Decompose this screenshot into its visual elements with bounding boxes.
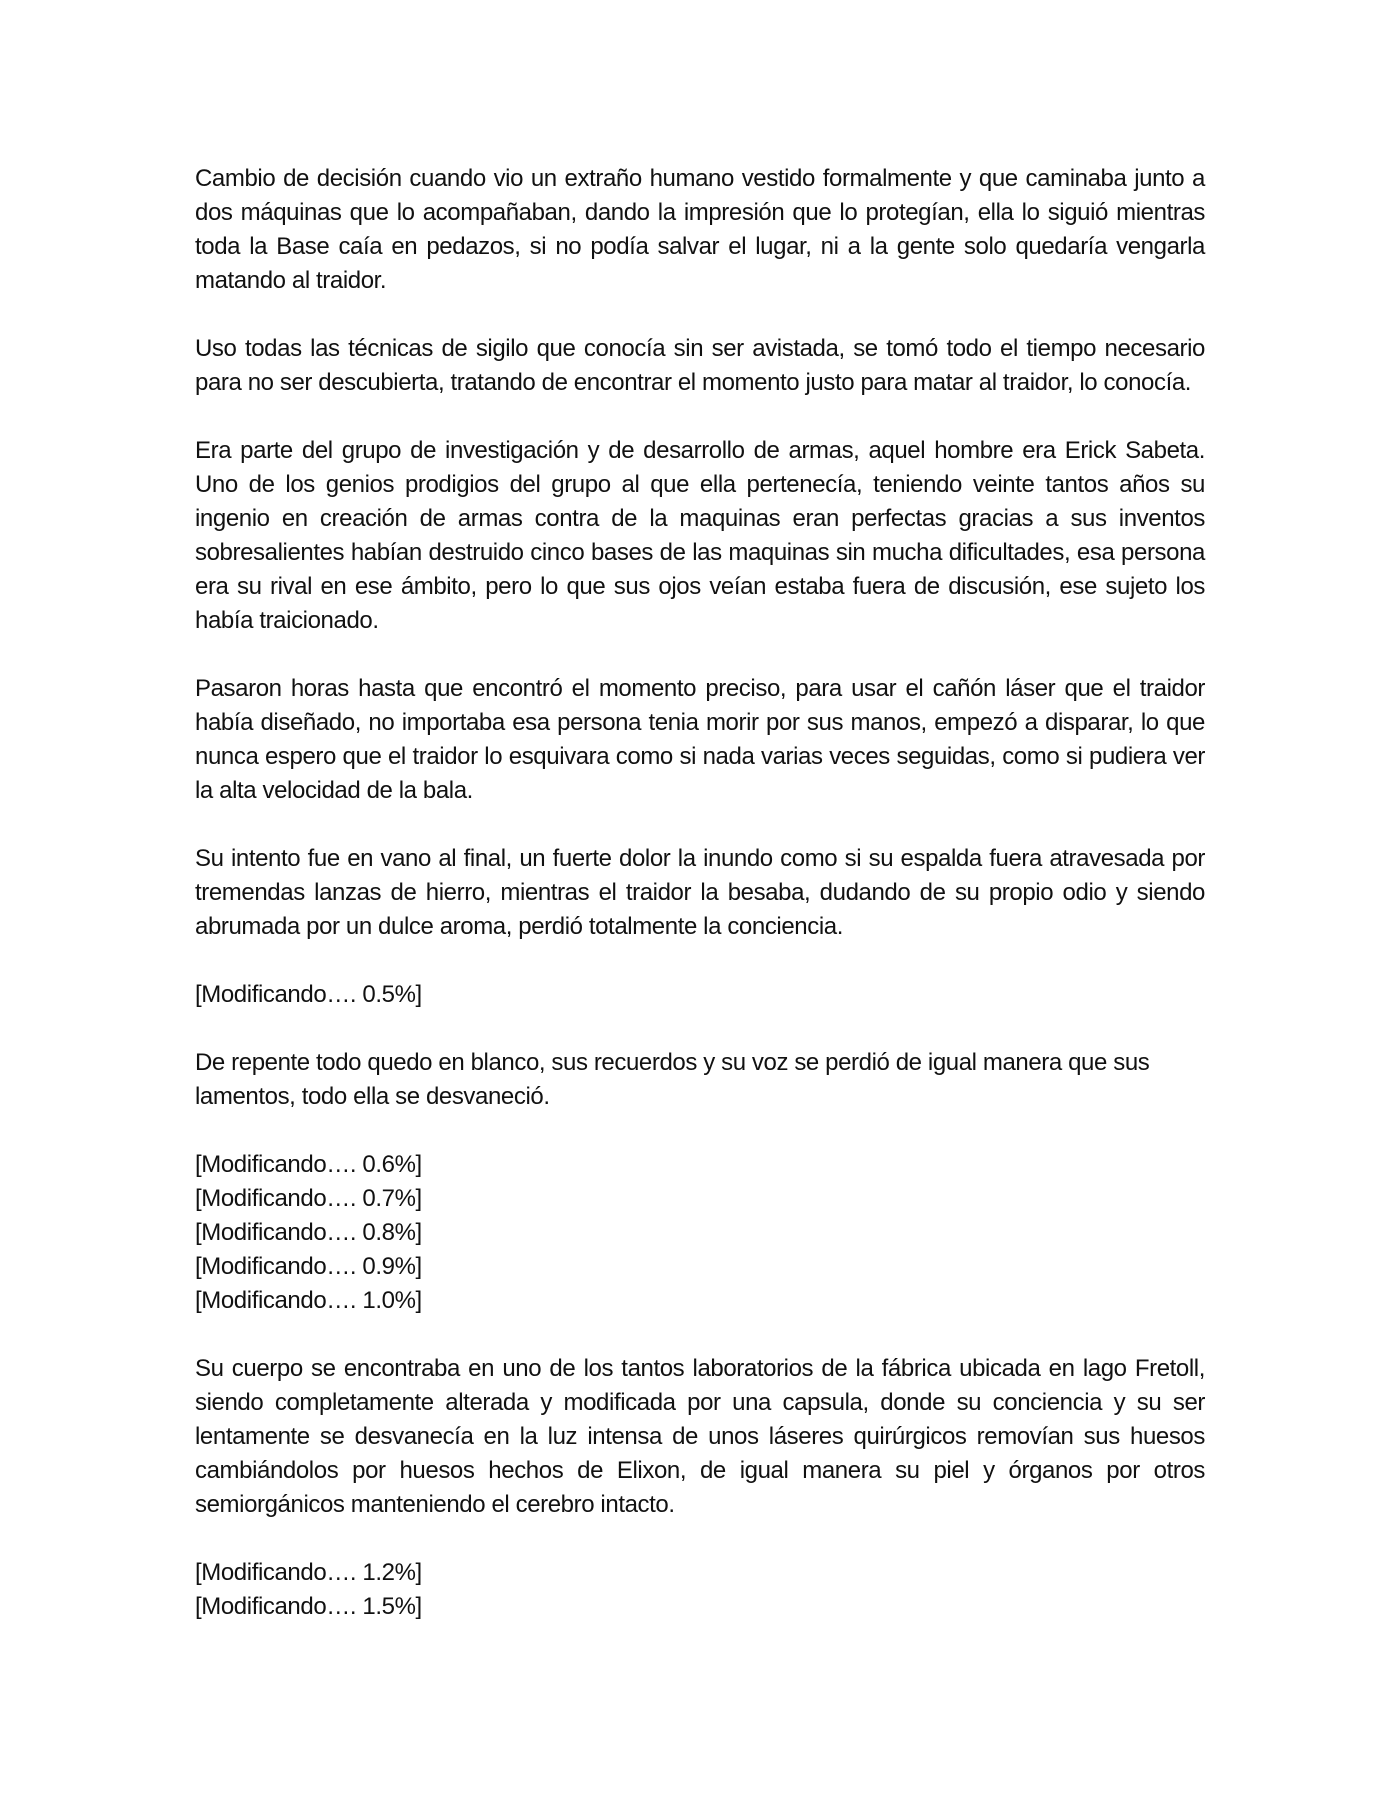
modification-line: [Modificando…. 0.8%] — [195, 1219, 422, 1246]
document-page — [195, 162, 1205, 1658]
modification-line: [Modificando…. 1.0%] — [195, 1287, 422, 1314]
paragraph-7: Su cuerpo se encontraba en uno de los tantos laboratorios de la fábrica ubicada en lago Fretoll, siendo completamente alterada y modificada por una capsula, donde su conciencia y su ser lentamente se desvanecía en la luz intensa de unos láseres quirúrgicos removían sus huesos cambiándolos por huesos hechos de Elixon, de igual manera su piel y órganos por otros semiorgánicos manteniendo el cerebro intacto. — [195, 1355, 1205, 1518]
paragraph-4: Pasaron horas hasta que encontró el momento preciso, para usar el cañón láser que el traidor había diseñado, no importaba esa persona tenia morir por sus manos, empezó a disparar, lo que nunca espero que el traidor lo esquivara como si nada varias veces seguidas, como si pudiera ver la alta velocidad de la bala. — [195, 675, 1205, 804]
modification-line: [Modificando…. 0.9%] — [195, 1253, 422, 1280]
paragraph-2: Uso todas las técnicas de sigilo que conocía sin ser avistada, se tomó todo el tiempo necesario para no ser descubierta, tratando de encontrar el momento justo para matar al traidor, lo conocía. — [195, 335, 1205, 396]
paragraph-6: De repente todo quedo en blanco, sus recuerdos y su voz se perdió de igual manera que sus lamentos, todo ella se desvaneció. — [195, 1049, 1150, 1110]
paragraph-5: Su intento fue en vano al final, un fuerte dolor la inundo como si su espalda fuera atravesada por tremendas lanzas de hierro, mientras el traidor la besaba, dudando de su propio odio y siendo abrumada por un dulce aroma, perdió totalmente la conciencia. — [195, 845, 1205, 940]
modification-log-1 — [195, 978, 1205, 1012]
modification-log-3 — [195, 1556, 1205, 1624]
modification-line: [Modificando…. 0.7%] — [195, 1185, 422, 1212]
modification-log-2 — [195, 1148, 1205, 1318]
paragraph-3: Era parte del grupo de investigación y de desarrollo de armas, aquel hombre era Erick Sabeta. Uno de los genios prodigios del grupo al que ella pertenecía, teniendo veinte tantos años su ingenio en creación de armas contra de la maquinas eran perfectas gracias a sus inventos sobresalientes habían destruido cinco bases de las maquinas sin mucha dificultades, esa persona era su rival en ese ámbito, pero lo que sus ojos veían estaba fuera de discusión, ese sujeto los había traicionado. — [195, 437, 1205, 634]
paragraph-1: Cambio de decisión cuando vio un extraño humano vestido formalmente y que caminaba junto a dos máquinas que lo acompañaban, dando la impresión que lo protegían, ella lo siguió mientras toda la Base caía en pedazos, si no podía salvar el lugar, ni a la gente solo quedaría vengarla matando al traidor. — [195, 165, 1205, 294]
modification-line: [Modificando…. 0.6%] — [195, 1151, 422, 1178]
modification-line: [Modificando…. 1.2%] — [195, 1559, 422, 1586]
modification-line: [Modificando…. 0.5%] — [195, 981, 422, 1008]
modification-line: [Modificando…. 1.5%] — [195, 1593, 422, 1620]
